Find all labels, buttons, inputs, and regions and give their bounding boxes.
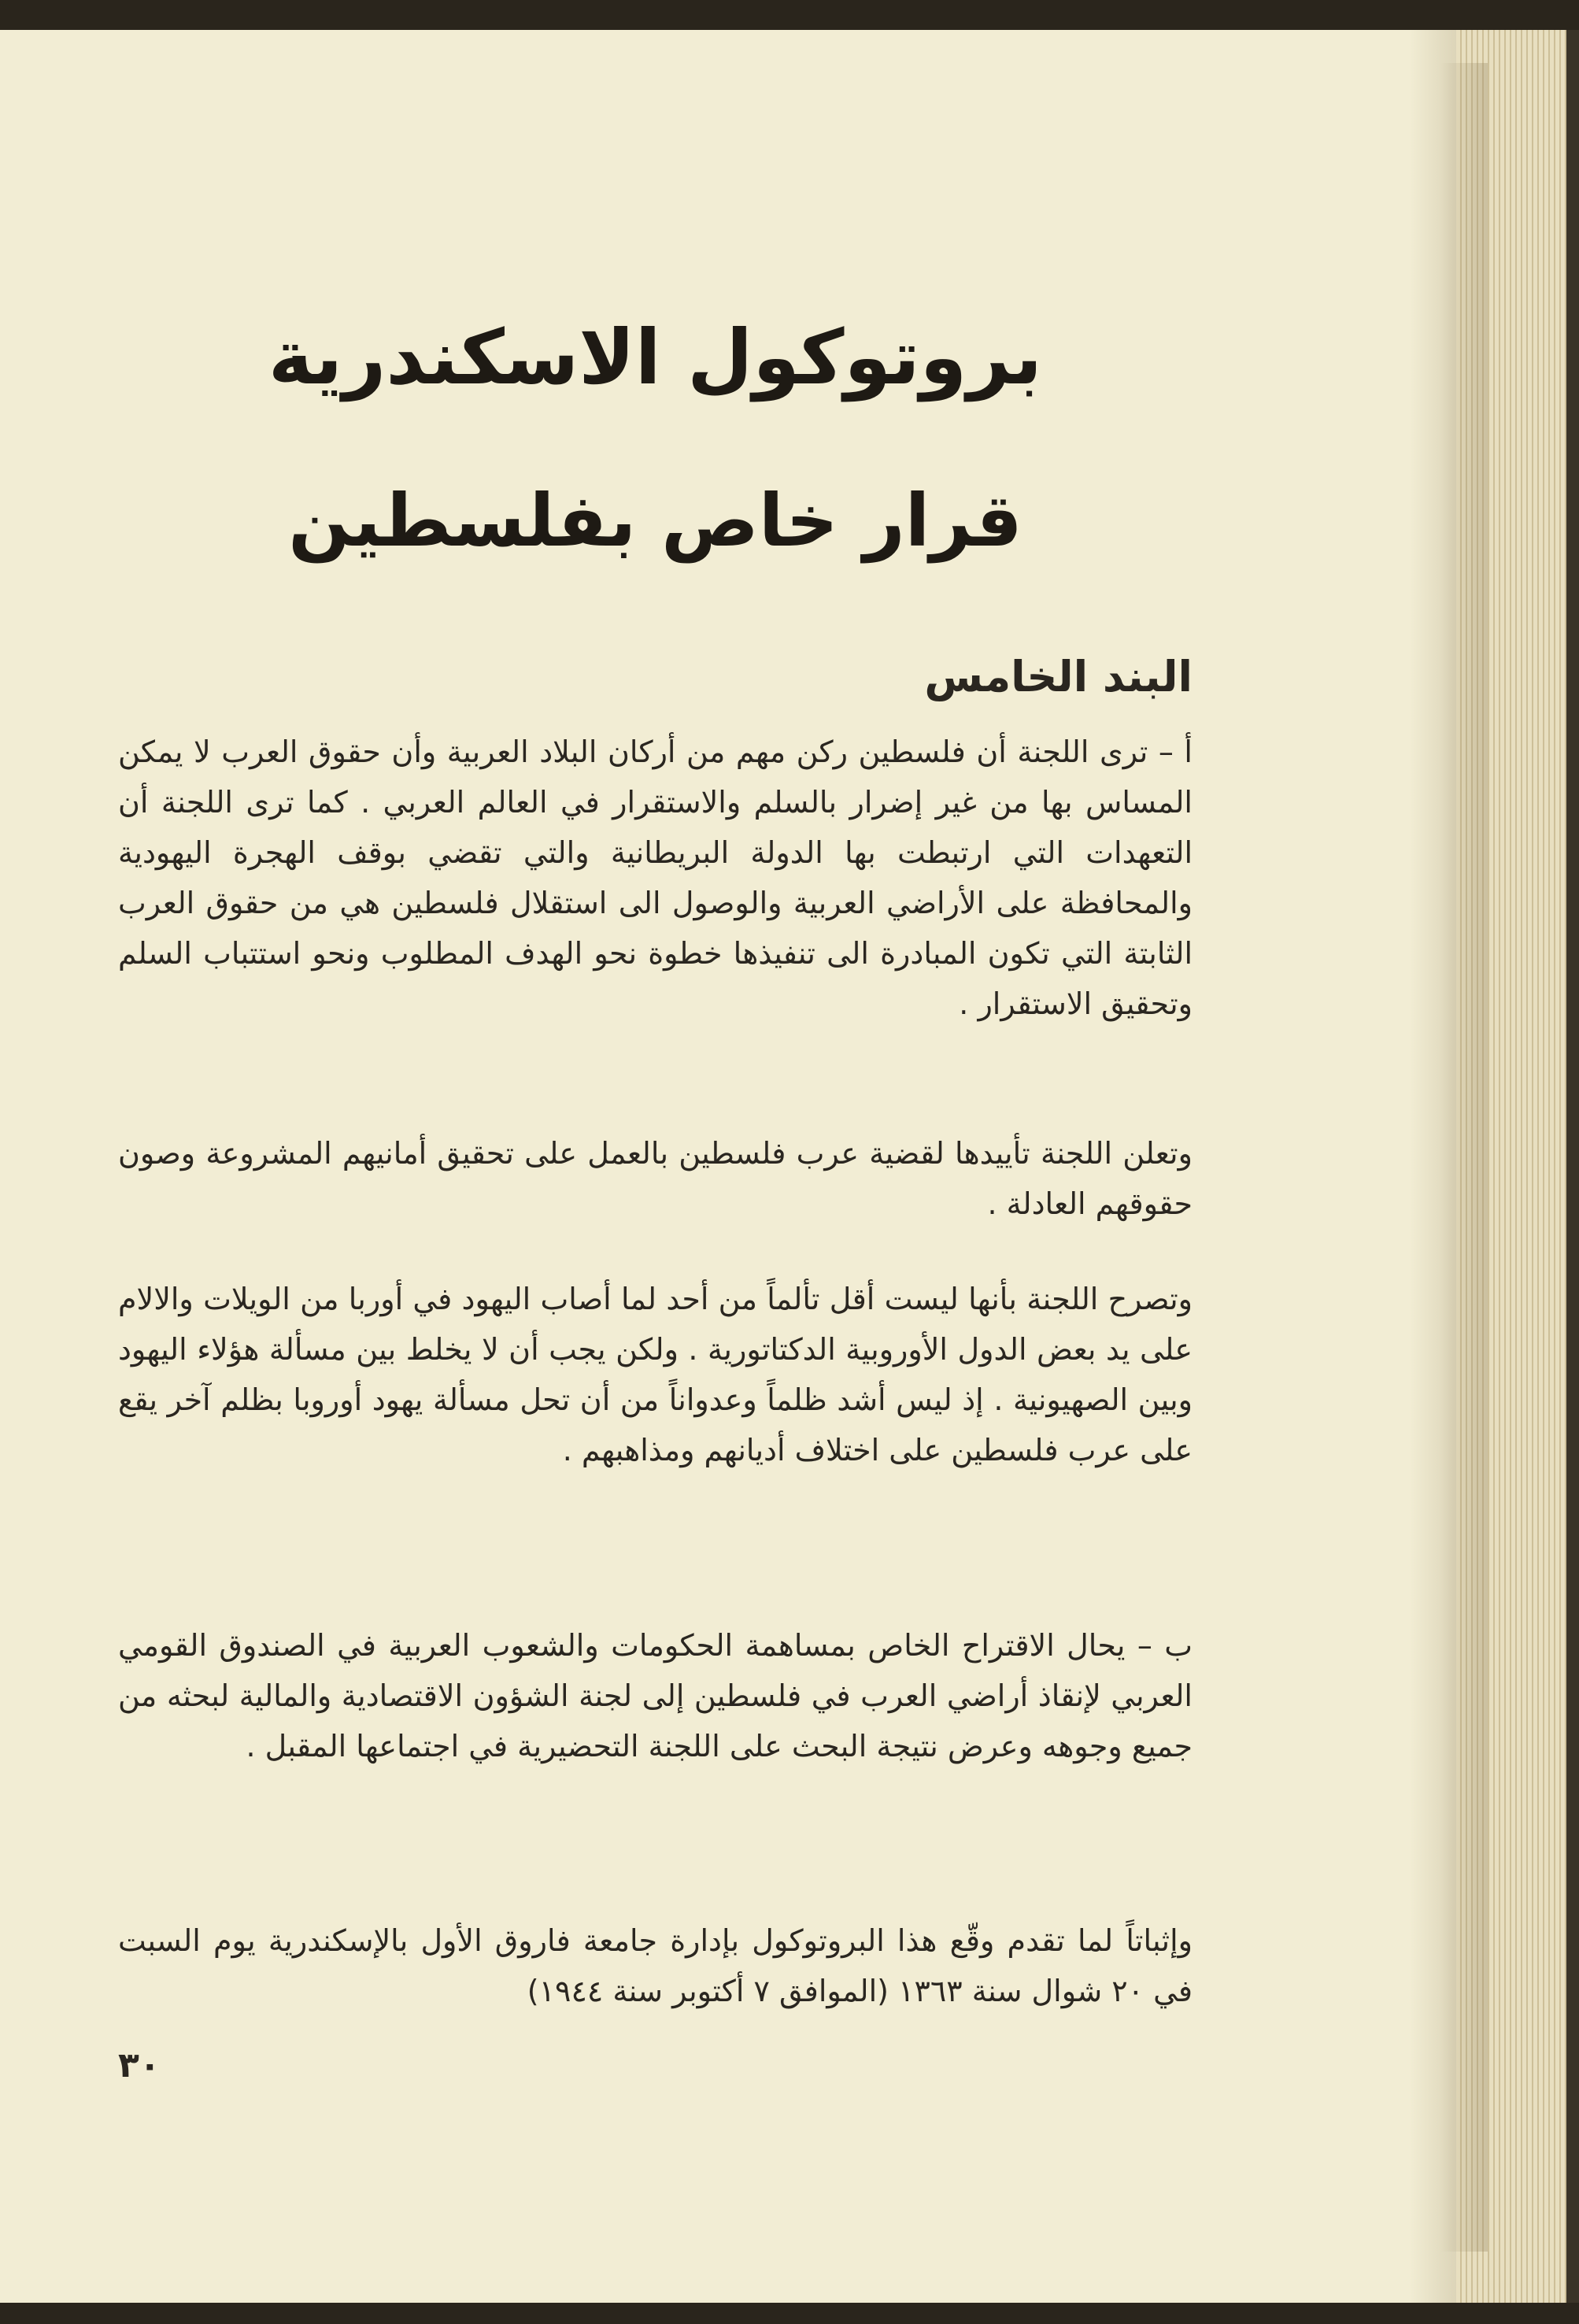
paragraph-2: وتعلن اللجنة تأييدها لقضية عرب فلسطين بالعمل على تحقيق أمانيهم المشروعة وصون حقوقهم العادلة . (118, 1136, 1193, 1221)
scan-border-bottom (0, 2303, 1579, 2324)
page-edge-curl (1440, 63, 1488, 2252)
paragraph-4: ب – يحال الاقتراح الخاص بمساهمة الحكومات والشعوب العربية في الصندوق القومي العربي لإنقاذ أراضي العرب في فلسطين إلى لجنة الشؤون الاقتصادية والمالية لبحثه من جميع وجوهه وعرض نتيجة البحث على اللجنة التحضيرية في اجتماعها المقبل . (118, 1628, 1193, 1763)
page-number: ٣٠ (118, 2045, 161, 2085)
document-title: بروتوكول الاسكندرية (268, 313, 1043, 402)
paragraph-1: أ – ترى اللجنة أن فلسطين ركن مهم من أركان البلاد العربية وأن حقوق العرب لا يمكن المساس بها من غير إضرار بالسلم والاستقرار في العالم العربي . كما ترى اللجنة أن التعهدات التي ارتبطت بها الدولة البريطانية والتي تقضي بوقف الهجرة اليهودية والمحافظة على الأراضي العربية والوصول الى استقلال فلسطين هي من حقوق العرب الثابتة التي تكون المبادرة الى تنفيذها خطوة نحو الهدف المطلوب ونحو استتباب السلم وتحقيق الاستقرار . (118, 735, 1193, 1021)
book-page (0, 30, 1456, 2303)
scan-border-top (0, 0, 1579, 30)
document-subtitle: قرار خاص بفلسطين (288, 479, 1022, 563)
section-heading: البند الخامس (924, 652, 1193, 701)
page-content (118, 30, 1193, 2303)
paragraph-3: وتصرح اللجنة بأنها ليست أقل تألماً من أحد لما أصاب اليهود في أوربا من الويلات والالام على يد بعض الدول الأوروبية الدكتاتورية . ولكن يجب أن لا يخلط بين مسألة هؤلاء اليهود وبين الصهيونية . إذ ليس أشد ظلماً وعدواناً من أن تحل مسألة يهود أوروبا بظلم آخر يقع على عرب فلسطين على اختلاف أديانهم ومذاهبهم . (118, 1282, 1193, 1467)
paragraph-5: وإثباتاً لما تقدم وقّع هذا البروتوكول بإدارة جامعة فاروق الأول بالإسكندرية يوم السبت في ٢٠ شوال سنة ١٣٦٣ (الموافق ٧ أكتوبر سنة ١٩٤٤) (118, 1923, 1193, 2008)
